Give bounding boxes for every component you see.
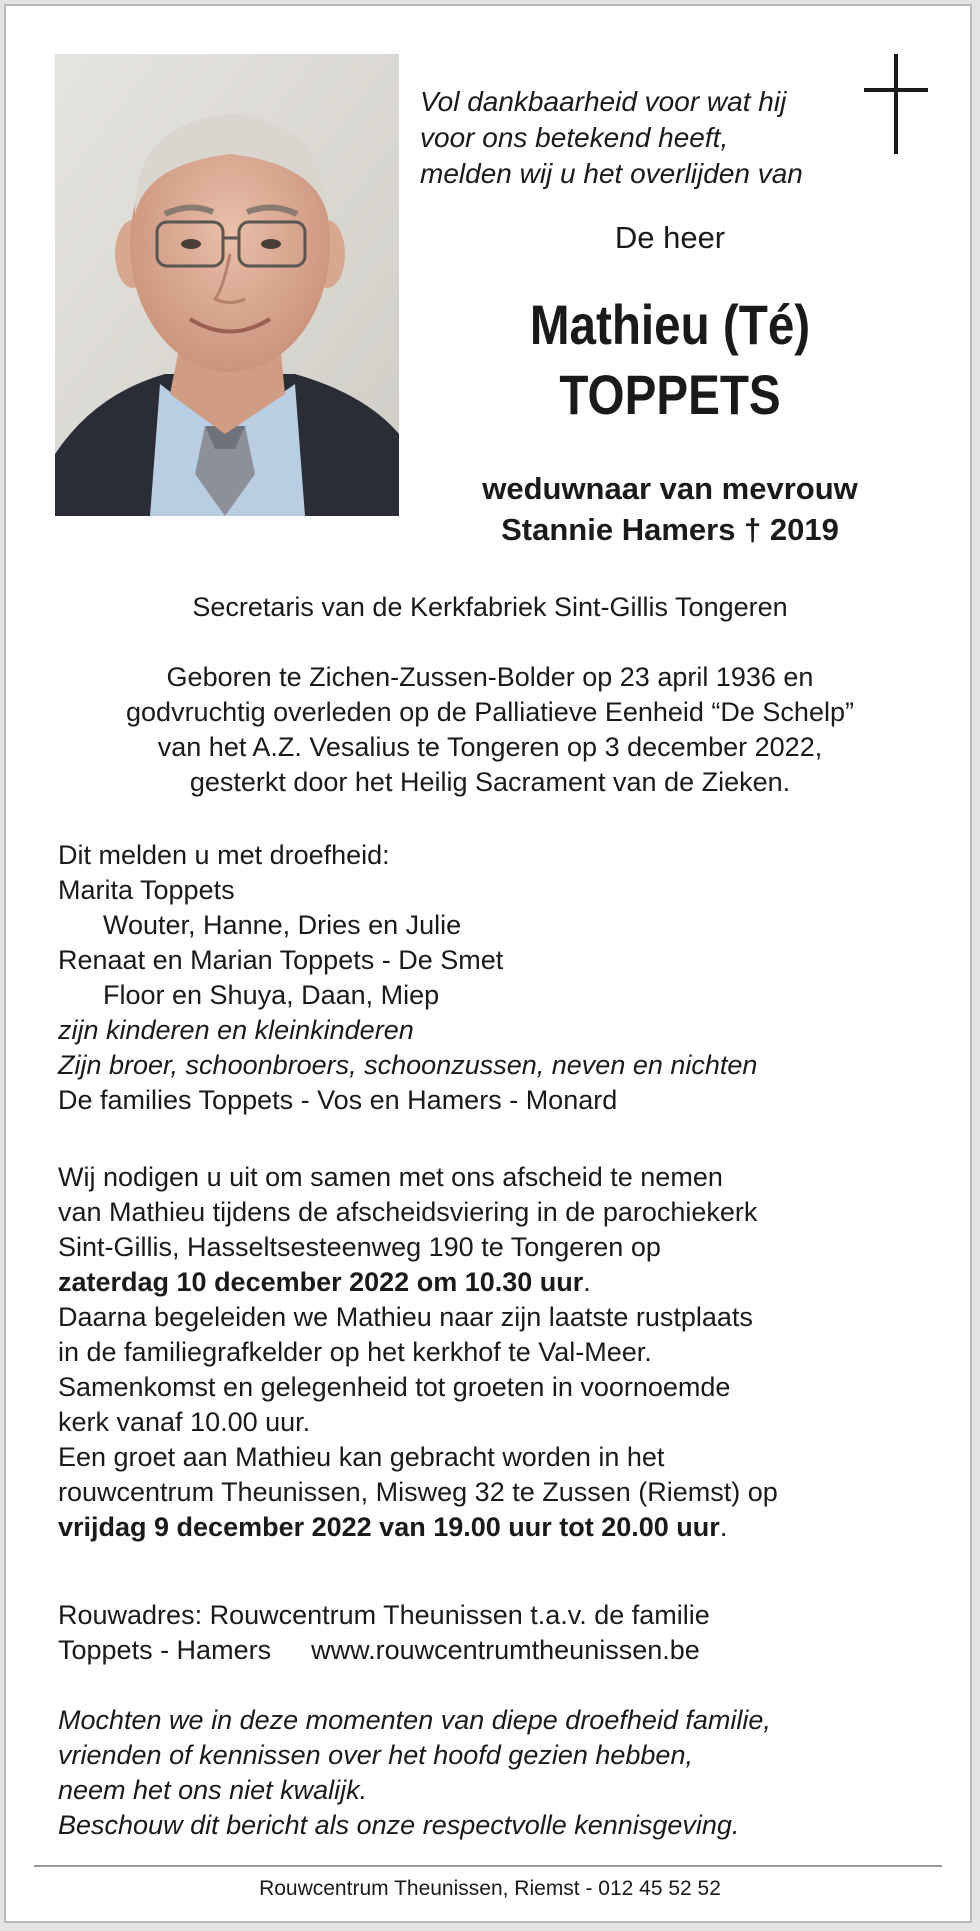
footer-divider (34, 1865, 942, 1867)
address-family: Toppets - Hamers (58, 1635, 272, 1665)
relatives-note: Zijn broer, schoonbroers, schoonzussen, neven en nichten (58, 1050, 758, 1080)
mourner-child: Renaat en Marian Toppets - De Smet (58, 945, 504, 975)
visit-date-period: . (719, 1512, 728, 1542)
birth-line: Geboren te Zichen-Zussen-Bolder op 23 april 1936 en (166, 662, 814, 692)
mourner-grandchildren: Wouter, Hanne, Dries en Julie (103, 910, 462, 940)
mourner-grandchildren: Floor en Shuya, Daan, Miep (103, 980, 440, 1010)
ceremony-line: Een groet aan Mathieu kan gebracht worden in het (58, 1442, 665, 1472)
mourners-list (58, 838, 938, 1118)
ceremony-line: rouwcentrum Theunissen, Misweg 32 te Zussen (Riemst) op (58, 1477, 778, 1507)
ceremony-line: Samenkomst en gelegenheid tot groeten in voornoemde (58, 1372, 731, 1402)
intro-line: Vol dankbaarheid voor wat hij (420, 86, 787, 117)
footer-funeral-home: Rouwcentrum Theunissen, Riemst - 012 45 52 52 (259, 1877, 721, 1900)
address-line: Rouwadres: Rouwcentrum Theunissen t.a.v. de familie (58, 1600, 710, 1630)
ceremony-line: Wij nodigen u uit om samen met ons afscheid te nemen (58, 1162, 723, 1192)
deceased-name (458, 290, 883, 430)
birth-line: gesterkt door het Heilig Sacrament van de Zieken. (189, 767, 791, 797)
families-line: De families Toppets - Vos en Hamers - Monard (58, 1085, 618, 1115)
closing-line: Beschouw dit bericht als onze respectvolle kennisgeving. (58, 1810, 740, 1840)
ceremony-date-line (58, 1265, 938, 1300)
intro-line: melden wij u het overlijden van (420, 158, 803, 189)
birth-death-info (40, 660, 940, 800)
salutation: De heer (614, 220, 726, 255)
address-line-2 (58, 1633, 938, 1668)
website-link[interactable]: www.rouwcentrumtheunissen.be (311, 1635, 700, 1665)
deceased-first-name: Mathieu (Té) (529, 293, 811, 356)
mourner-child: Marita Toppets (58, 875, 235, 905)
children-note: zijn kinderen en kleinkinderen (58, 1015, 414, 1045)
visit-date-line (58, 1510, 938, 1545)
mourning-address (58, 1598, 938, 1668)
visit-date: vrijdag 9 december 2022 van 19.00 uur tot 20.00 uur (58, 1512, 720, 1542)
ceremony-line: van Mathieu tijdens de afscheidsviering in de parochiekerk (58, 1197, 758, 1227)
ceremony-date: zaterdag 10 december 2022 om 10.30 uur (58, 1267, 584, 1297)
birth-line: godvruchtig overleden op de Palliatieve Eenheid “De Schelp” (126, 697, 854, 727)
ceremony-line: kerk vanaf 10.00 uur. (58, 1407, 311, 1437)
mourners-intro: Dit melden u met droefheid: (58, 840, 390, 870)
ceremony-line: in de familiegrafkelder op het kerkhof te Val-Meer. (58, 1337, 652, 1367)
widow-info (420, 468, 920, 550)
closing-line: vrienden of kennissen over het hoofd gezien hebben, (58, 1740, 693, 1770)
role-line: Secretaris van de Kerkfabriek Sint-Gillis Tongeren (192, 592, 788, 622)
deceased-last-name: TOPPETS (559, 363, 781, 426)
cross-icon (864, 54, 928, 154)
closing-line: neem het ons niet kwalijk. (58, 1775, 368, 1805)
portrait-photo (55, 54, 399, 516)
intro-line: voor ons betekend heeft, (420, 122, 729, 153)
closing-text (58, 1703, 938, 1843)
birth-line: van het A.Z. Vesalius te Tongeren op 3 december 2022, (157, 732, 823, 762)
ceremony-line: Sint-Gillis, Hasseltsesteenweg 190 te Tongeren op (58, 1232, 661, 1262)
ceremony-date-period: . (583, 1267, 591, 1297)
ceremony-info (58, 1160, 938, 1545)
widow-line: Stannie Hamers † 2019 (501, 512, 839, 547)
ceremony-line: Daarna begeleiden we Mathieu naar zijn laatste rustplaats (58, 1302, 753, 1332)
closing-line: Mochten we in deze momenten van diepe droefheid familie, (58, 1705, 771, 1735)
intro-text (420, 84, 860, 192)
widow-line: weduwnaar van mevrouw (482, 471, 858, 506)
